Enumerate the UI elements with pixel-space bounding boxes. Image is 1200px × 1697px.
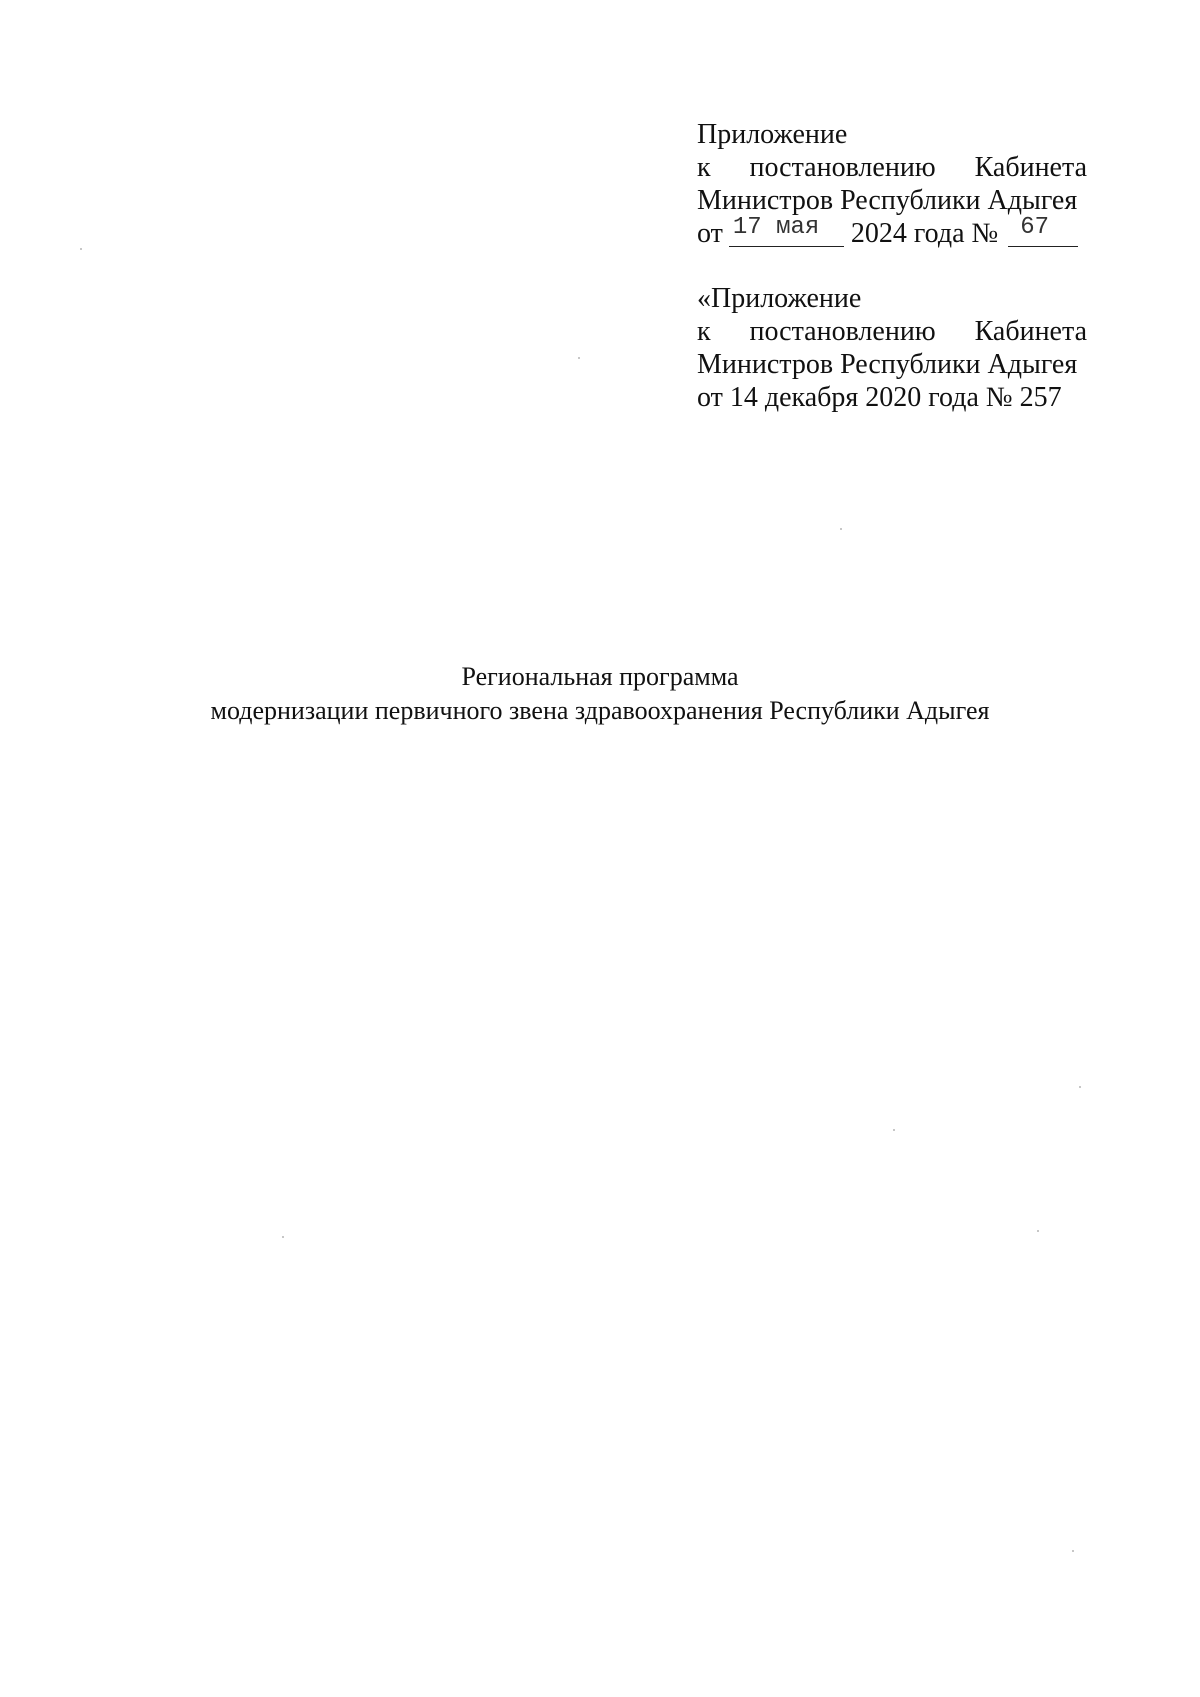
annex-header-current — [697, 118, 1087, 250]
scan-speck — [1037, 1230, 1039, 1232]
date-blank — [729, 214, 844, 247]
scan-speck — [840, 528, 842, 530]
annex-date-line: от 14 декабря 2020 года № 257 — [697, 382, 1062, 413]
title-line-2: модернизации первичного звена здравоохранения Республики Адыгея — [210, 696, 990, 725]
annex-resolution-word: постановлению — [749, 152, 936, 183]
document-title — [0, 660, 1200, 728]
annex-resolution-line — [697, 151, 1087, 184]
annex-preposition: к — [697, 152, 711, 183]
annex-resolution-line — [697, 315, 1087, 348]
scan-speck — [1079, 1086, 1081, 1088]
annex-header-original — [697, 282, 1087, 414]
scan-speck — [578, 357, 580, 359]
annex-label: «Приложение — [697, 283, 862, 314]
annex-ministers-line: Министров Республики Адыгея — [697, 185, 1078, 216]
date-prefix: от — [697, 218, 723, 249]
number-blank — [1008, 214, 1078, 247]
annex-ministers-line: Министров Республики Адыгея — [697, 349, 1078, 380]
scan-speck — [893, 1129, 895, 1131]
date-filled-value: 17 мая — [732, 214, 820, 241]
date-year: 2024 года № — [850, 218, 999, 249]
scan-speck — [1072, 1550, 1074, 1552]
annex-label: Приложение — [697, 119, 848, 150]
annex-preposition: к — [697, 316, 711, 347]
scan-speck — [282, 1236, 284, 1238]
annex-cabinet-word: Кабинета — [974, 152, 1087, 183]
number-filled-value: 67 — [1020, 214, 1050, 241]
annex-cabinet-word: Кабинета — [974, 316, 1087, 347]
annex-resolution-word: постановлению — [749, 316, 936, 347]
scan-speck — [80, 248, 82, 250]
title-line-1: Региональная программа — [461, 662, 739, 691]
annex-date-line — [697, 214, 1087, 250]
